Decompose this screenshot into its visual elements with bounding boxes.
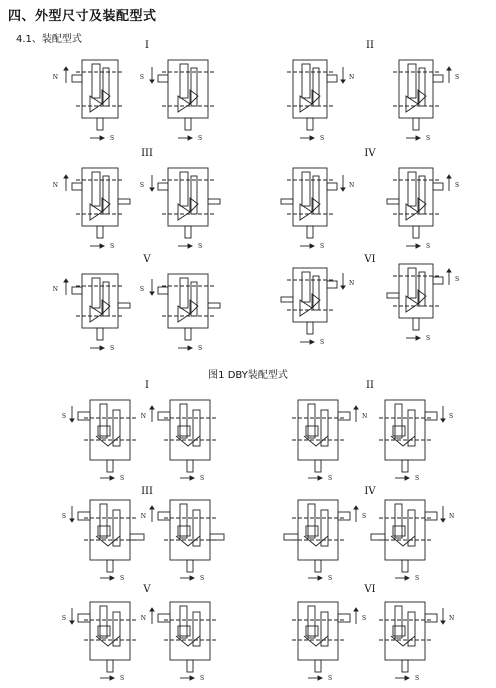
upper-row-labels: [141, 40, 376, 265]
row-label-2: II: [366, 40, 374, 51]
shaft-label: S: [61, 513, 66, 520]
output-shaft-label: S: [320, 243, 325, 250]
shaft-label: N: [449, 615, 455, 622]
output-shaft-label: S: [198, 243, 203, 250]
output-shaft-label: S: [320, 339, 325, 346]
row-label-3: III: [141, 148, 153, 159]
output-shaft-label: S: [328, 575, 333, 582]
row-label-5: V: [143, 584, 151, 595]
output-shaft-label: S: [200, 675, 205, 682]
output-shaft-label: S: [328, 475, 333, 482]
shaft-label: S: [139, 74, 144, 81]
dby-assembly-drawing: [53, 168, 130, 250]
dcy-assembly-drawing: [284, 500, 366, 582]
shaft-label: N: [52, 286, 58, 293]
dby-assembly-drawing: [140, 168, 220, 250]
shaft-label: S: [139, 182, 144, 189]
section-title: 四、外型尺寸及装配型式: [8, 9, 157, 24]
shaft-label: N: [140, 513, 146, 520]
shaft-label: N: [349, 182, 355, 189]
dby-assembly-drawing: [287, 60, 354, 142]
dcy-assembly-drawing: [141, 602, 216, 682]
output-shaft-label: S: [120, 475, 125, 482]
row-label-6: VI: [364, 254, 376, 265]
shaft-label: N: [52, 74, 58, 81]
dcy-assembly-drawing: [141, 500, 224, 582]
shaft-label: S: [362, 513, 367, 520]
shaft-label: S: [449, 413, 454, 420]
output-shaft-label: S: [426, 135, 431, 142]
output-shaft-label: S: [110, 345, 115, 352]
output-shaft-label: S: [198, 345, 203, 352]
output-shaft-label: S: [120, 575, 125, 582]
row-label-1: I: [145, 40, 149, 51]
output-shaft-label: S: [200, 475, 205, 482]
dby-assembly-drawing: [387, 264, 459, 342]
dby-assembly-drawing: [53, 60, 124, 142]
dby-assembly-drawing: [281, 168, 354, 250]
dcy-assembly-drawing: [379, 400, 453, 482]
output-shaft-label: S: [110, 243, 115, 250]
dcy-assembly-drawing: [292, 602, 366, 682]
dcy-assembly-drawing: [379, 602, 454, 682]
shaft-label: S: [61, 615, 66, 622]
dcy-assembly-drawing: [62, 500, 144, 582]
output-shaft-label: S: [415, 575, 420, 582]
shaft-label: S: [139, 286, 144, 293]
row-label-1: I: [145, 380, 149, 391]
dby-assembly-drawing: [393, 60, 459, 142]
row-label-2: II: [366, 380, 374, 391]
dby-assembly-drawing: [281, 268, 354, 346]
dcy-assembly-drawing: [62, 602, 136, 682]
figure-caption: 图1 DBY装配型式: [208, 370, 288, 381]
shaft-label: N: [52, 182, 58, 189]
dcy-assembly-drawing: [62, 400, 136, 482]
shaft-label: N: [449, 513, 455, 520]
shaft-label: S: [61, 413, 66, 420]
shaft-label: N: [349, 74, 355, 81]
output-shaft-label: S: [200, 575, 205, 582]
dcy-assembly-drawing: [292, 400, 367, 482]
output-shaft-label: S: [328, 675, 333, 682]
dby-assembly-drawing: [387, 168, 459, 250]
shaft-label: N: [362, 413, 368, 420]
shaft-label: N: [140, 413, 146, 420]
output-shaft-label: S: [120, 675, 125, 682]
row-label-4: IV: [364, 148, 376, 159]
subsection-title: 4.1、装配型式: [16, 34, 82, 45]
shaft-label: S: [455, 276, 460, 283]
dby-assembly-drawing: [140, 60, 214, 142]
row-label-6: VI: [364, 584, 376, 595]
shaft-label: S: [455, 182, 460, 189]
shaft-label: N: [349, 280, 355, 287]
dcy-assembly-drawing: [141, 400, 216, 482]
output-shaft-label: S: [110, 135, 115, 142]
shaft-label: S: [455, 74, 460, 81]
output-shaft-label: S: [426, 243, 431, 250]
assembly-figures: [53, 60, 459, 682]
output-shaft-label: S: [320, 135, 325, 142]
output-shaft-label: S: [415, 675, 420, 682]
output-shaft-label: S: [426, 335, 431, 342]
dby-assembly-drawing: [140, 274, 220, 352]
shaft-label: N: [140, 615, 146, 622]
shaft-label: S: [362, 615, 367, 622]
dby-assembly-drawing: [53, 274, 130, 352]
output-shaft-label: S: [198, 135, 203, 142]
dcy-assembly-drawing: [371, 500, 454, 582]
row-label-3: III: [141, 486, 153, 497]
row-label-5: V: [143, 254, 151, 265]
output-shaft-label: S: [415, 475, 420, 482]
row-label-4: IV: [364, 486, 376, 497]
